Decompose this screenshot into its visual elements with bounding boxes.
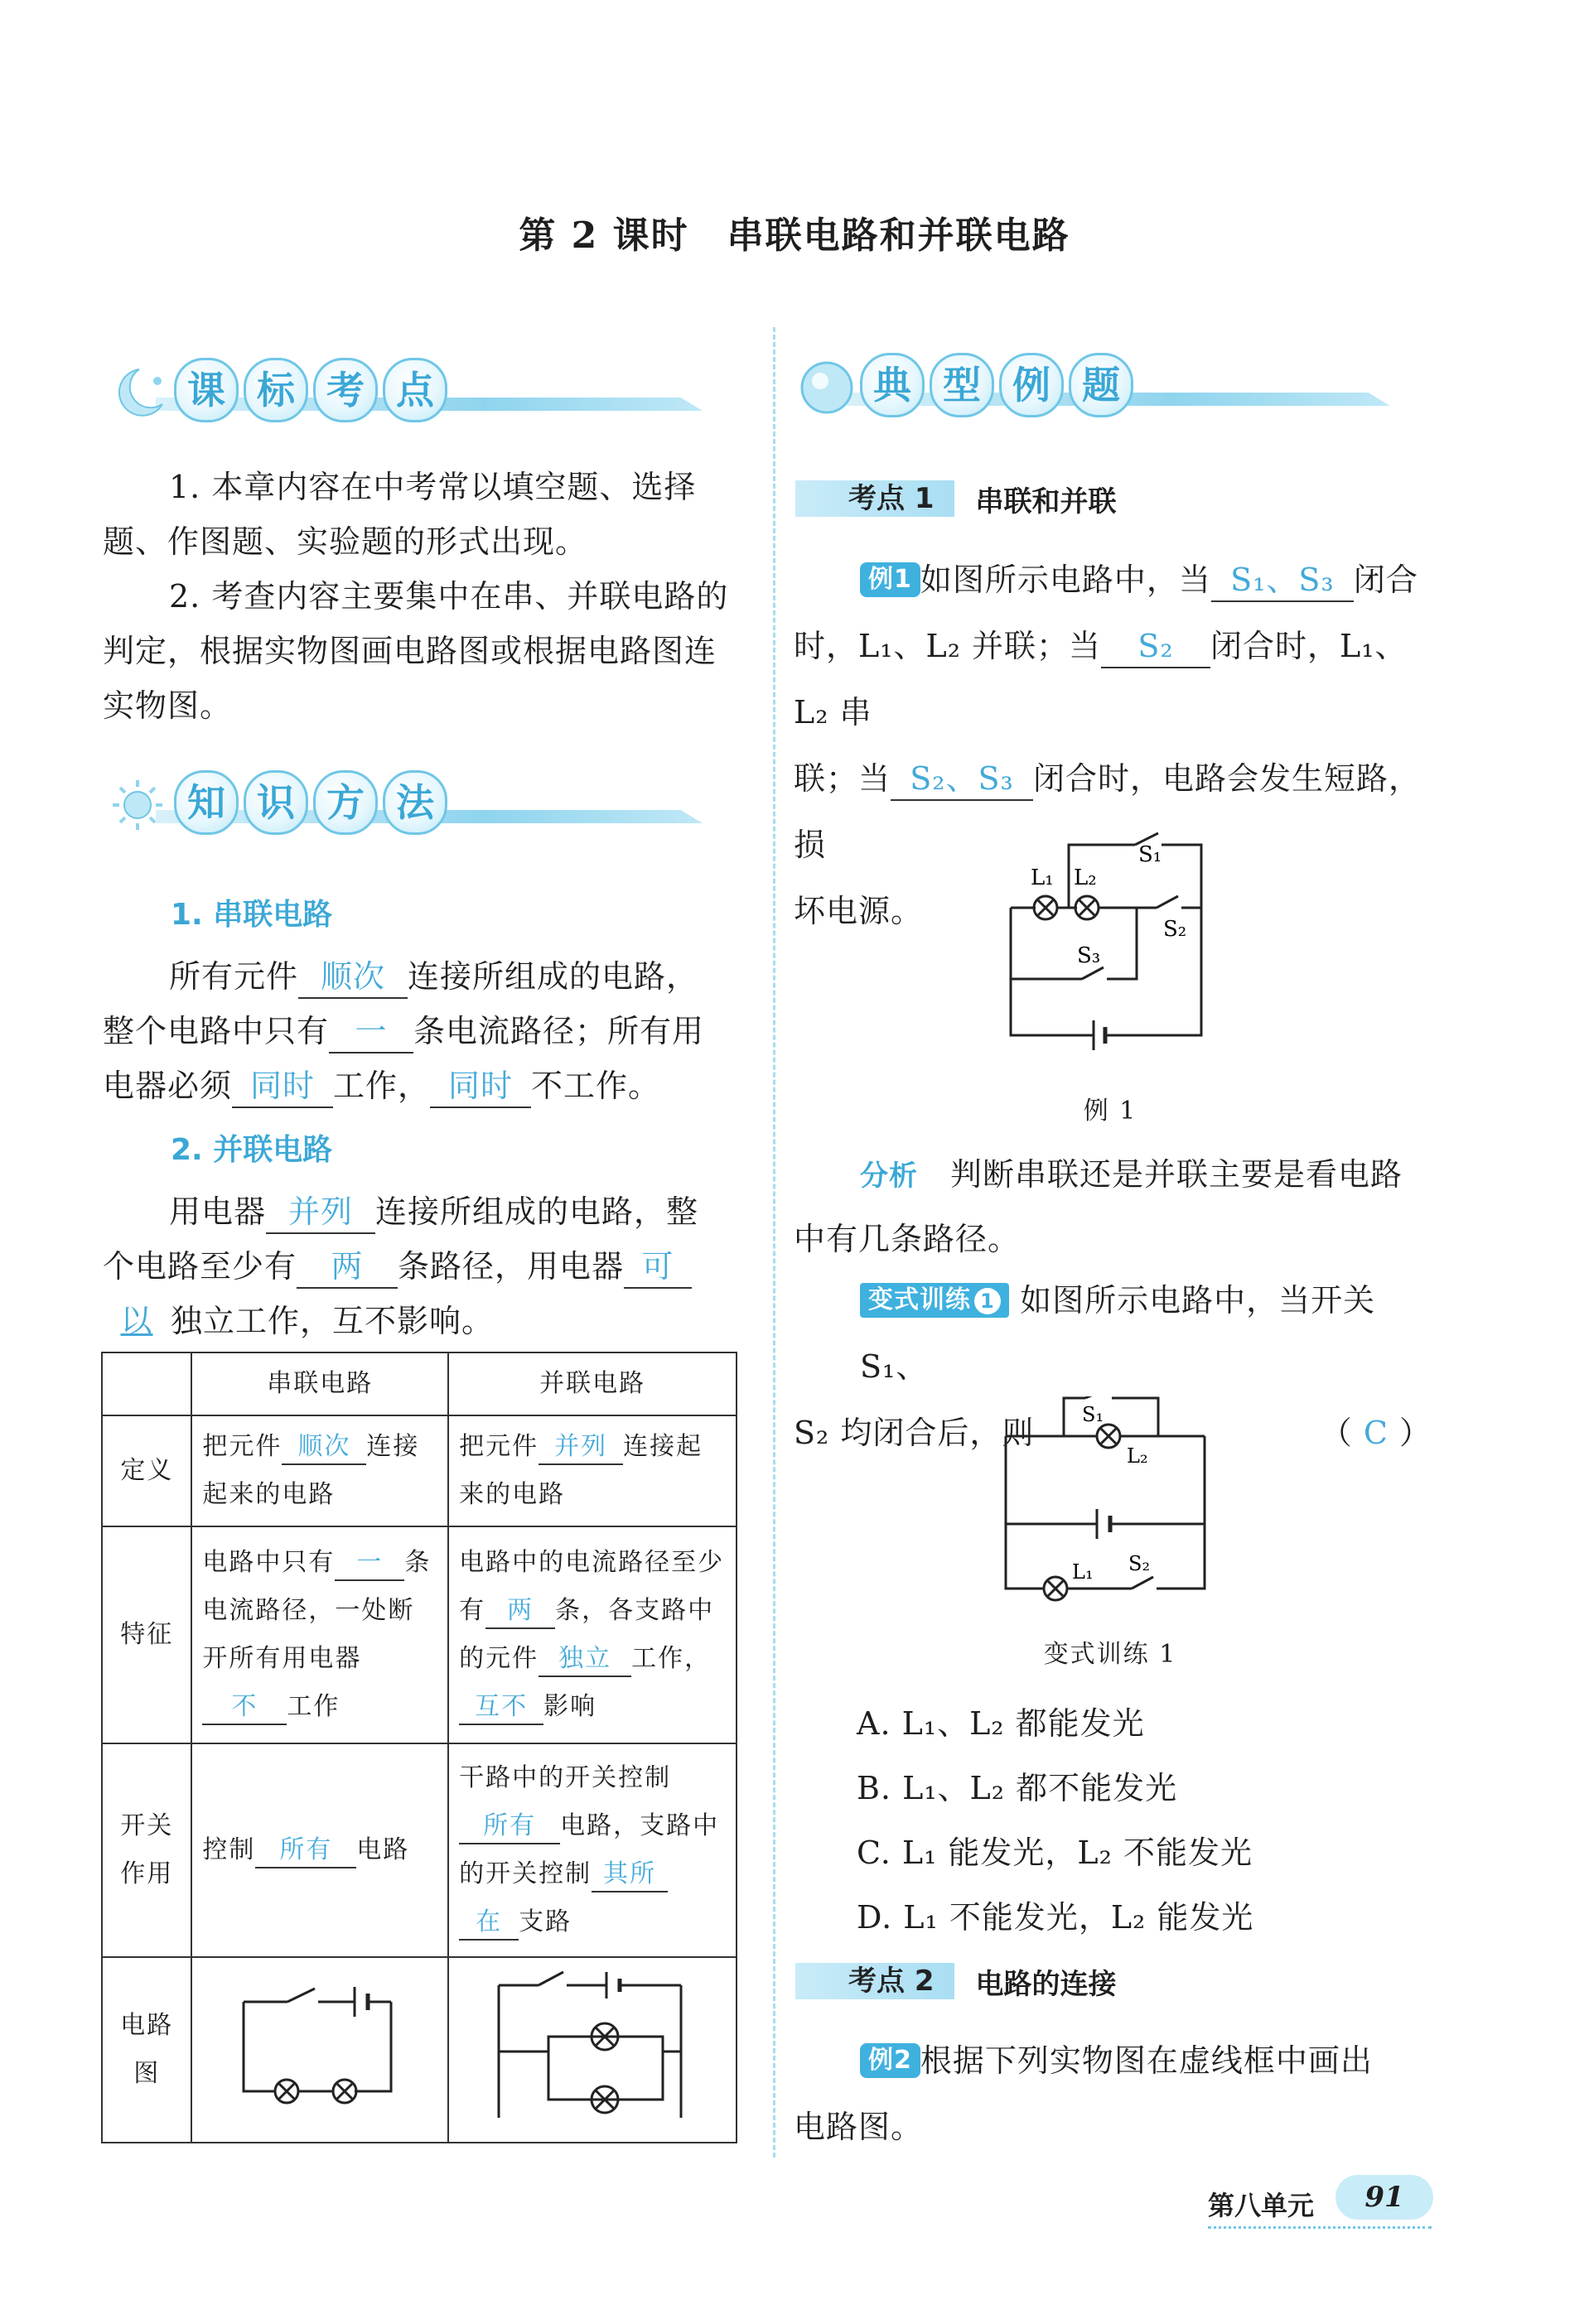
cell-series-diagram bbox=[191, 1957, 448, 2143]
example-2-pill: 例2 bbox=[860, 2043, 920, 2078]
heading-parallel-circuit: 2. 并联电路 bbox=[171, 1133, 333, 1167]
options-list bbox=[857, 1691, 1437, 1950]
kaodian-2 bbox=[795, 1963, 1117, 1999]
fig1-label-l2: L₂ bbox=[1074, 865, 1097, 890]
kaodian-1-title: 串联和并联 bbox=[975, 485, 1117, 518]
example-1-pill: 例1 bbox=[860, 562, 920, 597]
fig2-label-l2: L₂ bbox=[1127, 1444, 1148, 1468]
fig1-label-s3: S₃ bbox=[1077, 943, 1101, 968]
variant-pill: 变式训练 1 bbox=[860, 1283, 1009, 1318]
banner-char: 典 bbox=[860, 353, 925, 417]
series-circuit-text: 所有元件 顺次 连接所组成的电路， 整个电路中只有 一 条电流路径；所有用 电器必须 同时 工作， 同时 不工作。 bbox=[103, 949, 749, 1113]
banner-zhishi-fangfa bbox=[106, 767, 703, 843]
kaodian-1 bbox=[795, 480, 1117, 517]
paragraph-2: 2. 考查内容主要集中在串、并联电路的判定，根据实物图画电路图或根据电路图连实物图。 bbox=[103, 578, 729, 724]
example-1-text: 例1 如图所示电路中，当 S₁、S₃ 闭合 时，L₁、L₂ 并联；当 S₂ 闭合时，L₁、L₂ 串 联；当 S₂、S₃ 闭合时，电路会发生短路，损 坏电源。 bbox=[794, 547, 1432, 944]
fig2-label-l1: L₁ bbox=[1072, 1560, 1094, 1584]
header-series: 串联电路 bbox=[191, 1352, 448, 1415]
analysis-label: 分析 bbox=[860, 1160, 918, 1193]
sun-icon bbox=[106, 775, 172, 833]
banner-char: 标 bbox=[244, 358, 308, 422]
parallel-circuit-text: 用电器 并列 连接所组成的电路，整 个电路至少有 两 条路径，用电器 可 以 独立工作，互不影响。 bbox=[103, 1184, 749, 1348]
banner-char: 型 bbox=[930, 353, 994, 417]
banner-char: 识 bbox=[244, 770, 308, 835]
row-label-switch: 开关 作用 bbox=[102, 1743, 191, 1957]
cell-series-switch: 控制 所有 电路 bbox=[191, 1743, 448, 1957]
series-circuit-diagram bbox=[192, 1959, 441, 2124]
option-a[interactable]: A. L₁、L₂ 都能发光 bbox=[857, 1705, 1145, 1742]
option-b[interactable]: B. L₁、L₂ 都不能发光 bbox=[857, 1770, 1178, 1806]
comparison-table bbox=[101, 1352, 737, 2143]
banner-char: 方 bbox=[313, 770, 378, 835]
figure-variant-1 bbox=[994, 1396, 1226, 1612]
analysis-text: 分析 判断串联还是并联主要是看电路 中有几条路径。 bbox=[794, 1156, 1403, 1257]
variant-answer: C bbox=[1363, 1415, 1389, 1451]
cell-parallel-switch: 干路中的开关控制所有 电路，支路中的开关控制 其所在 支路 bbox=[448, 1743, 737, 1957]
cell-parallel-feature: 电路中的电流路径至少有 两 条，各支路中的元件 独立 工作，互不 影响 bbox=[448, 1526, 737, 1743]
banner-kebiao-kaodian bbox=[106, 354, 703, 431]
footer-dotted-line bbox=[1208, 2226, 1432, 2229]
option-c[interactable]: C. L₁ 能发光，L₂ 不能发光 bbox=[857, 1835, 1253, 1871]
paragraph-1: 1. 本章内容在中考常以填空题、选择题、作图题、实验题的形式出现。 bbox=[103, 469, 697, 560]
kaodian-2-title: 电路的连接 bbox=[975, 1967, 1117, 2001]
cell-parallel-diagram bbox=[448, 1957, 737, 2143]
banner-char: 知 bbox=[174, 770, 239, 835]
cell-series-definition: 把元件 顺次 连接起来的电路 bbox=[191, 1415, 448, 1526]
fig1-label-s2: S₂ bbox=[1163, 917, 1187, 942]
banner-char: 例 bbox=[999, 353, 1064, 417]
figure-2-caption: 变式训练 1 bbox=[1043, 1640, 1177, 1669]
fig2-label-s1: S₁ bbox=[1082, 1403, 1104, 1426]
cell-series-feature: 电路中只有 一 条电流路径，一处断开所有用电器不 工作 bbox=[191, 1526, 448, 1743]
banner-char: 点 bbox=[383, 358, 447, 422]
fig2-label-s2: S₂ bbox=[1128, 1552, 1151, 1575]
parallel-circuit-diagram bbox=[449, 1959, 731, 2124]
kaodian-2-tag: 考点 2 bbox=[795, 1963, 954, 1999]
banner-char: 法 bbox=[383, 770, 447, 835]
fig1-label-l1: L₁ bbox=[1031, 865, 1054, 890]
page-title: 第 2 课时 串联电路和并联电路 bbox=[519, 215, 1070, 257]
crescent-icon bbox=[106, 363, 172, 421]
figure-1-caption: 例 1 bbox=[1083, 1097, 1137, 1126]
heading-series-circuit: 1. 串联电路 bbox=[171, 898, 333, 932]
row-label-feature: 特征 bbox=[102, 1526, 191, 1743]
banner-char: 题 bbox=[1069, 353, 1133, 417]
banner-char: 课 bbox=[174, 358, 239, 422]
row-label-definition: 定义 bbox=[102, 1415, 191, 1526]
footer-unit: 第八单元 bbox=[1208, 2190, 1315, 2221]
banner-dianxing-liti bbox=[794, 350, 1390, 426]
banner-char: 考 bbox=[313, 358, 378, 422]
cell-parallel-definition: 把元件 并列 连接起来的电路 bbox=[448, 1415, 737, 1526]
page-number: 91 bbox=[1335, 2175, 1433, 2220]
header-parallel: 并联电路 bbox=[448, 1352, 737, 1415]
example-2-text: 例2 根据下列实物图在虚线框中画出 电路图。 bbox=[794, 2042, 1373, 2145]
option-d[interactable]: D. L₁ 不能发光，L₂ 能发光 bbox=[857, 1899, 1254, 1936]
bubble-icon bbox=[794, 358, 860, 416]
figure-example-1 bbox=[994, 828, 1226, 1052]
row-label-diagram: 电路图 bbox=[102, 1957, 191, 2143]
column-divider bbox=[773, 327, 775, 2158]
variant-training-text: 变式训练 1 如图所示电路中，当开关 S₁、 S₂ 均闭合后，则 （ C ） bbox=[794, 1282, 1432, 1451]
kaodian-1-tag: 考点 1 bbox=[795, 480, 954, 517]
fig1-label-s1: S₁ bbox=[1138, 842, 1162, 867]
